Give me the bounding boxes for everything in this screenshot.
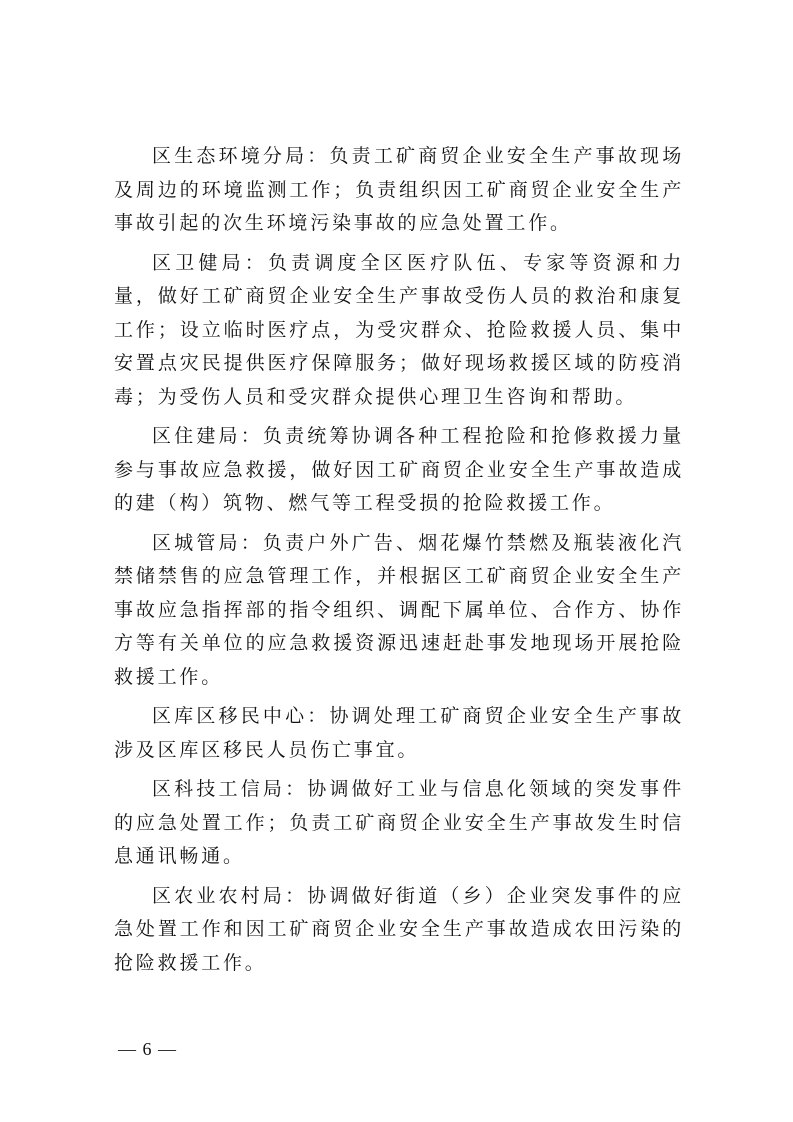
paragraph-agriculture-bureau: 区农业农村局：协调做好街道（乡）企业突发事件的应急处置工作和因工矿商贸企业安全生产事故造成农田污染的抢险救援工作。 — [114, 884, 684, 974]
paragraph-urban-management-bureau: 区城管局：负责户外广告、烟花爆竹禁燃及瓶装液化汽禁储禁售的应急管理工作，并根据区工矿商贸企业安全生产事故应急指挥部的指令组织、调配下属单位、合作方、协作方等有关单位的应急救援资源迅速赶赴事发地现场开展抢险救援工作。 — [114, 531, 684, 688]
paragraph-science-industry-bureau: 区科技工信局：协调做好工业与信息化领域的突发事件的应急处置工作；负责工矿商贸企业安全生产事故发生时信息通讯畅通。 — [114, 778, 684, 867]
paragraph-eco-env-bureau: 区生态环境分局：负责工矿商贸企业安全生产事故现场及周边的环境监测工作；负责组织因工矿商贸企业安全生产事故引起的次生环境污染事故的应急处置工作。 — [114, 145, 684, 234]
paragraph-health-bureau: 区卫健局：负责调度全区医疗队伍、专家等资源和力量，做好工矿商贸企业安全生产事故受伤人员的救治和康复工作；设立临时医疗点，为受灾群众、抢险救援人员、集中安置点灾民提供医疗保障服务；做好现场救援区域的防疫消毒；为受伤人员和受灾群众提供心理卫生咨询和帮助。 — [114, 251, 684, 408]
paragraph-housing-bureau: 区住建局：负责统筹协调各种工程抢险和抢修救援力量参与事故应急救援，做好因工矿商贸企业安全生产事故造成的建（构）筑物、燃气等工程受损的抢险救援工作。 — [114, 425, 684, 514]
page-number: — 6 — — [118, 1039, 177, 1059]
document-body — [114, 140, 684, 986]
paragraph-reservoir-migrant-center: 区库区移民中心：协调处理工矿商贸企业安全生产事故涉及区库区移民人员伤亡事宜。 — [114, 705, 684, 761]
